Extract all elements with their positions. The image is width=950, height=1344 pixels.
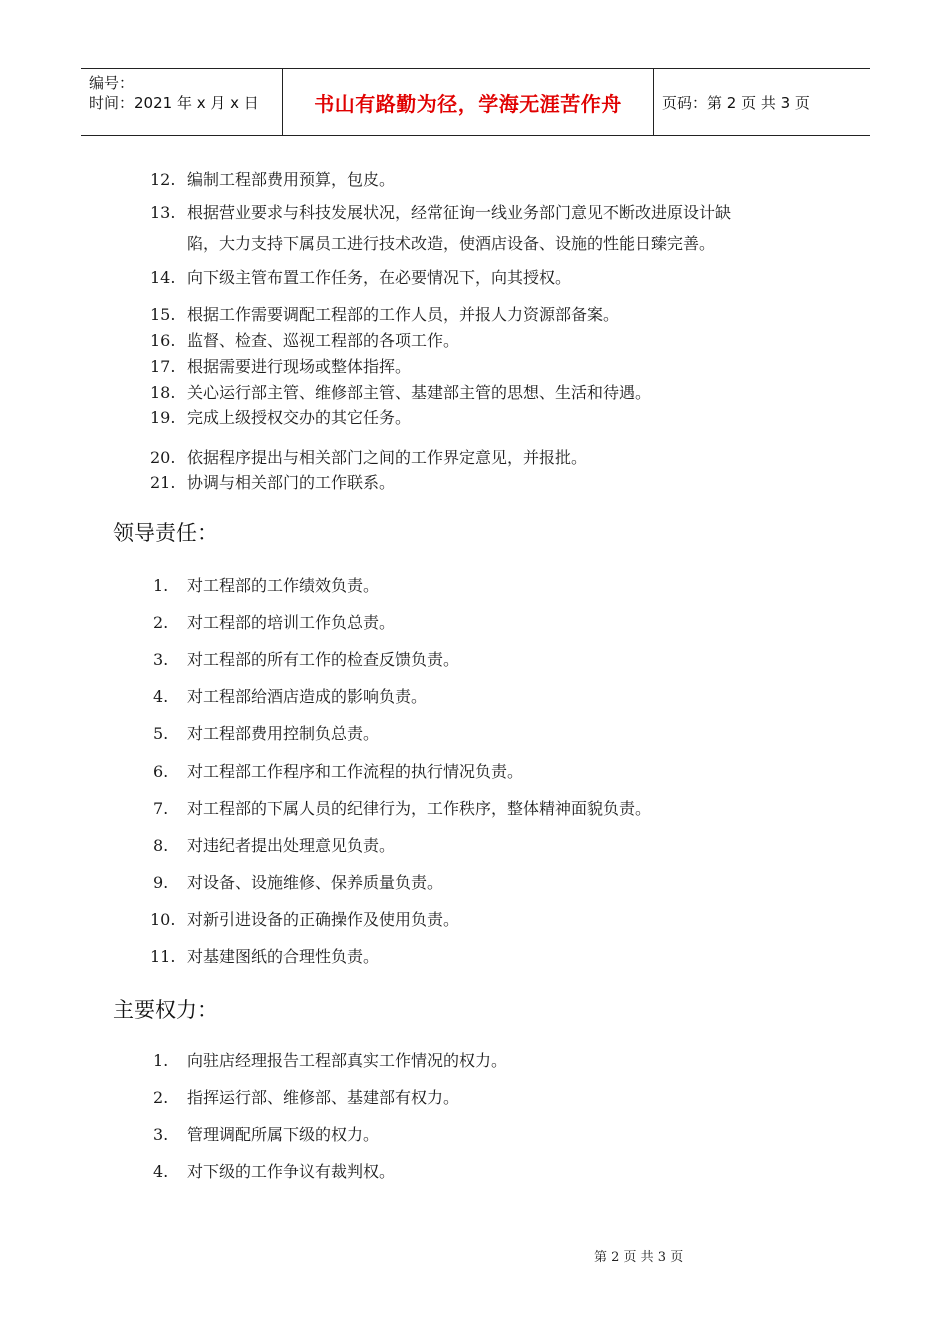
duty-number: 19. <box>150 408 176 427</box>
item-number: 7. <box>153 799 169 818</box>
duty-item <box>150 472 850 494</box>
item-text: 对工程部工作程序和工作流程的执行情况负责。 <box>187 762 524 781</box>
date-label: 时间：2021 年 x 月 x 日 <box>89 94 259 112</box>
power-item <box>150 1161 850 1183</box>
duty-text: 监督、检查、巡视工程部的各项工作。 <box>187 331 460 350</box>
item-number: 2. <box>153 613 169 632</box>
item-text: 对基建图纸的合理性负责。 <box>187 947 380 966</box>
duty-item <box>150 356 850 378</box>
duty-number: 16. <box>150 331 176 350</box>
header-motto: 书山有路勤为径，学海无涯苦作舟 <box>282 69 654 135</box>
section-heading-leadership: 领导责任： <box>113 521 218 545</box>
duty-item <box>150 304 850 326</box>
duty-text: 根据需要进行现场或整体指挥。 <box>187 357 412 376</box>
power-item <box>150 1124 850 1146</box>
item-number: 4. <box>153 1162 169 1181</box>
leadership-item <box>150 612 850 634</box>
item-text: 对工程部的下属人员的纪律行为，工作秩序，整体精神面貌负责。 <box>187 799 652 818</box>
duty-text: 完成上级授权交办的其它任务。 <box>187 408 412 427</box>
item-text: 对工程部给酒店造成的影响负责。 <box>187 687 428 706</box>
item-text: 对新引进设备的正确操作及使用负责。 <box>187 910 460 929</box>
serial-label: 编号： <box>89 74 135 92</box>
duty-item <box>150 330 850 352</box>
leadership-item <box>150 723 850 745</box>
duty-item <box>150 447 850 469</box>
item-number: 1. <box>153 576 169 595</box>
item-number: 2. <box>153 1088 169 1107</box>
item-text: 对工程部费用控制负总责。 <box>187 724 380 743</box>
duty-number: 13. <box>150 203 176 222</box>
leadership-item <box>150 835 850 857</box>
duty-item <box>150 382 850 404</box>
duty-text: 根据工作需要调配工程部的工作人员，并报人力资源部备案。 <box>187 305 620 324</box>
duty-text-continued: 陷，大力支持下属员工进行技术改造，使酒店设备、设施的性能日臻完善。 <box>187 234 716 253</box>
duty-text: 依据程序提出与相关部门之间的工作界定意见，并报批。 <box>187 448 588 467</box>
duty-item <box>150 169 850 191</box>
duty-item <box>150 202 850 255</box>
duty-number: 12. <box>150 170 176 189</box>
leadership-item <box>150 761 850 783</box>
header-meta <box>81 69 282 135</box>
item-number: 3. <box>153 1125 169 1144</box>
item-number: 3. <box>153 650 169 669</box>
item-number: 10. <box>150 910 176 929</box>
item-text: 向驻店经理报告工程部真实工作情况的权力。 <box>187 1051 508 1070</box>
power-item <box>150 1087 850 1109</box>
leadership-item <box>150 909 850 931</box>
item-text: 对下级的工作争议有裁判权。 <box>187 1162 396 1181</box>
item-number: 6. <box>153 762 169 781</box>
section-heading-powers: 主要权力： <box>113 998 218 1022</box>
power-item <box>150 1050 850 1072</box>
duty-text: 编制工程部费用预算，包皮。 <box>187 170 396 189</box>
duty-text: 协调与相关部门的工作联系。 <box>187 473 396 492</box>
leadership-item <box>150 686 850 708</box>
leadership-item <box>150 946 850 968</box>
duty-number: 15. <box>150 305 176 324</box>
duty-number: 20. <box>150 448 176 467</box>
item-text: 管理调配所属下级的权力。 <box>187 1125 380 1144</box>
duty-text: 关心运行部主管、维修部主管、基建部主管的思想、生活和待遇。 <box>187 383 652 402</box>
item-text: 指挥运行部、维修部、基建部有权力。 <box>187 1088 460 1107</box>
item-text: 对设备、设施维修、保养质量负责。 <box>187 873 444 892</box>
duty-number: 21. <box>150 473 176 492</box>
item-text: 对违纪者提出处理意见负责。 <box>187 836 396 855</box>
item-text: 对工程部的工作绩效负责。 <box>187 576 380 595</box>
duty-text: 根据营业要求与科技发展状况，经常征询一线业务部门意见不断改进原设计缺 <box>187 203 732 222</box>
duty-number: 18. <box>150 383 176 402</box>
leadership-item <box>150 872 850 894</box>
leadership-item <box>150 575 850 597</box>
duty-item <box>150 407 850 429</box>
page-header <box>81 68 870 136</box>
item-number: 4. <box>153 687 169 706</box>
duty-item <box>150 267 850 289</box>
footer-page-number: 第 2 页 共 3 页 <box>594 1250 684 1265</box>
item-number: 5. <box>153 724 169 743</box>
leadership-item <box>150 649 850 671</box>
header-page-info: 页码：第 2 页 共 3 页 <box>662 93 810 112</box>
duty-number: 17. <box>150 357 176 376</box>
item-number: 9. <box>153 873 169 892</box>
item-number: 11. <box>150 947 176 966</box>
duty-number: 14. <box>150 268 176 287</box>
duty-text: 向下级主管布置工作任务，在必要情况下，向其授权。 <box>187 268 572 287</box>
item-text: 对工程部的培训工作负总责。 <box>187 613 396 632</box>
item-text: 对工程部的所有工作的检查反馈负责。 <box>187 650 460 669</box>
item-number: 8. <box>153 836 169 855</box>
item-number: 1. <box>153 1051 169 1070</box>
leadership-item <box>150 798 850 820</box>
